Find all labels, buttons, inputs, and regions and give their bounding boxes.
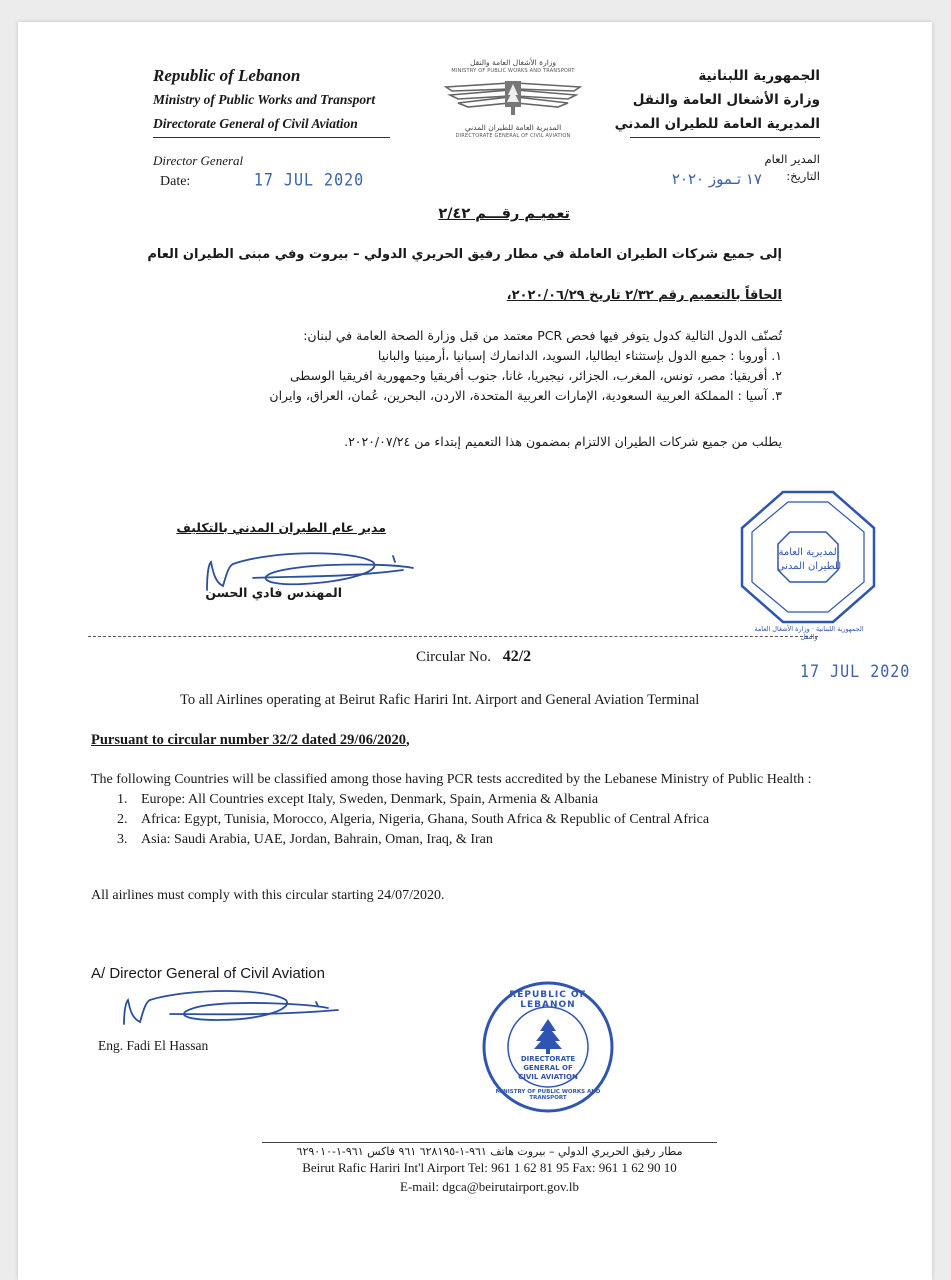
pursuant-ar: الحاقاً بالتعميم رقم ٢/٣٢ تاريخ ٢٠٢٠/٠٦/٢٩، — [506, 288, 782, 303]
footer-arabic: مطار رفيق الحريري الدولي – بيروت هاتف ٩٦١-١-٦٢٨١٩٥ ٩٦١ فاكس ٩٦١-١-٦٢٩٠١٠ — [262, 1142, 717, 1158]
circular-number-en — [416, 648, 531, 666]
director-general-label-ar: المدير العام — [764, 152, 820, 166]
document-page — [18, 22, 932, 1280]
list-item-ar-3: ٣. آسيا : المملكة العربية السعودية، الإمارات العربية المتحدة، الاردن، البحرين، عُمان، العراق، وايران — [269, 388, 782, 403]
circular-title-ar: تعميـم رقـــم ٢/٤٢ — [438, 206, 570, 222]
header-republic-ar: الجمهورية اللبنانية — [698, 68, 820, 84]
director-general-label-en: Director General — [153, 153, 244, 168]
arabic-seal-center: المديرية العامة للطيران المدني — [776, 547, 842, 572]
comply-ar: يطلب من جميع شركات الطيران الالتزام بمضمون هذا التعميم إبتداء من ٢٠٢٠/٠٧/٢٤. — [344, 434, 782, 449]
signature-en-icon — [118, 984, 348, 1034]
pursuant-en-punct: , — [406, 732, 410, 748]
date-label-en: Date: — [160, 174, 191, 189]
seal-center-line-3: CIVIL AVIATION — [518, 1073, 578, 1081]
pursuant-en-text: Pursuant to circular number 32/2 dated 29/06/2020 — [91, 732, 406, 748]
body-ar — [142, 326, 782, 406]
signatory-title-en: A/ Director General of Civil Aviation — [91, 965, 325, 982]
date-row-en — [160, 171, 364, 190]
intro-en: The following Countries will be classified among those having PCR tests accredited by the Lebanese Ministry of Public Health : — [91, 772, 812, 787]
english-seal-top-text: REPUBLIC OF LEBANON — [509, 990, 587, 1010]
header-directorate-en: Directorate General of Civil Aviation — [153, 116, 358, 131]
pursuant-en — [91, 732, 410, 749]
header-ministry-en: Ministry of Public Works and Transport — [153, 92, 376, 107]
list-item: 3. Asia: Saudi Arabia, UAE, Jordan, Bahrain, Oman, Iraq, & Iran — [131, 830, 871, 850]
list-item-ar-2: ٢. أفريقيا: مصر، تونس، المغرب، الجزائر، نيجيريا، غانا، جنوب أفريقيا وجمهورية افريقيا الوسطى — [289, 368, 782, 383]
english-seal-center — [508, 1055, 588, 1082]
signatory-name-ar: المهندس فادي الحسن — [205, 585, 342, 600]
signatory-name-en: Eng. Fadi El Hassan — [98, 1038, 209, 1053]
logo-ar-bottom: المديرية العامة للطيران المدني — [464, 123, 562, 132]
date-label-ar: التاريخ: — [786, 169, 820, 183]
header-arabic — [615, 64, 820, 136]
footer-english: Beirut Rafic Hariri Int'l Airport Tel: 961 1 62 81 95 Fax: 961 1 62 90 10 — [302, 1160, 677, 1175]
wings-emblem-icon — [438, 75, 588, 119]
logo-en-bottom: DIRECTORATE GENERAL OF CIVIL AVIATION — [455, 133, 571, 139]
circular-label: Circular No. — [416, 649, 491, 665]
seal-center-line-2: GENERAL OF — [523, 1064, 573, 1072]
body-en — [91, 770, 871, 850]
date-stamp-en: 17 JUL 2020 — [253, 169, 365, 191]
logo-en-top: MINISTRY OF PUBLIC WORKS AND TRANSPORT — [451, 68, 575, 74]
header-underline-right — [630, 137, 820, 138]
list-item: 2. Africa: Egypt, Tunisia, Morocco, Algeria, Nigeria, Ghana, South Africa & Republic of Central Africa — [131, 810, 871, 830]
country-list-en — [91, 790, 871, 850]
circular-number: 42/2 — [502, 648, 532, 665]
header-directorate-ar: المديرية العامة للطيران المدني — [614, 116, 820, 132]
arabic-seal-ring-text: الجمهورية اللبنانية · وزارة الأشغال العامة والنقل — [754, 625, 864, 641]
ministry-logo — [428, 58, 598, 140]
list-item: 1. Europe: All Countries except Italy, Sweden, Denmark, Spain, Armenia & Albania — [131, 790, 871, 810]
date-stamp-ar: ١٧ تـموز ٢٠٢٠ — [671, 170, 762, 188]
logo-ar-top: وزارة الأشغال العامة والنقل — [469, 58, 557, 67]
seal-center-line-1: DIRECTORATE — [520, 1055, 576, 1063]
header-english — [153, 64, 375, 136]
section-divider — [88, 636, 818, 637]
recipients-ar: إلى جميع شركات الطيران العاملة في مطار رفيق الحريري الدولي – بيروت وفي مبنى الطيران العام — [147, 247, 782, 262]
signatory-title-ar: مدير عام الطيران المدني بالتكليف — [176, 520, 386, 535]
header-republic-en: Republic of Lebanon — [153, 66, 301, 85]
english-seal-bottom-text: MINISTRY OF PUBLIC WORKS AND TRANSPORT — [495, 1089, 601, 1101]
list-item-ar-1: ١. أوروبا : جميع الدول بإستثناء ايطاليا، السويد، الدانمارك إسبانيا ،أرمينيا والبانيا — [377, 348, 782, 363]
header-underline-left — [153, 137, 390, 138]
intro-ar: تُصنّف الدول التالية كدول يتوفر فيها فحص PCR معتمد من قبل وزارة الصحة العامة في لبنان: — [303, 328, 782, 343]
footer-email: E-mail: dgca@beirutairport.gov.lb — [400, 1179, 579, 1194]
circular-date-stamp: 17 JUL 2020 — [800, 660, 911, 682]
header-ministry-ar: وزارة الأشغال العامة والنقل — [632, 92, 820, 108]
comply-en: All airlines must comply with this circular starting 24/07/2020. — [91, 888, 445, 903]
footer — [262, 1142, 717, 1196]
recipients-en: To all Airlines operating at Beirut Rafic Hariri Int. Airport and General Aviation Terminal — [180, 692, 700, 708]
